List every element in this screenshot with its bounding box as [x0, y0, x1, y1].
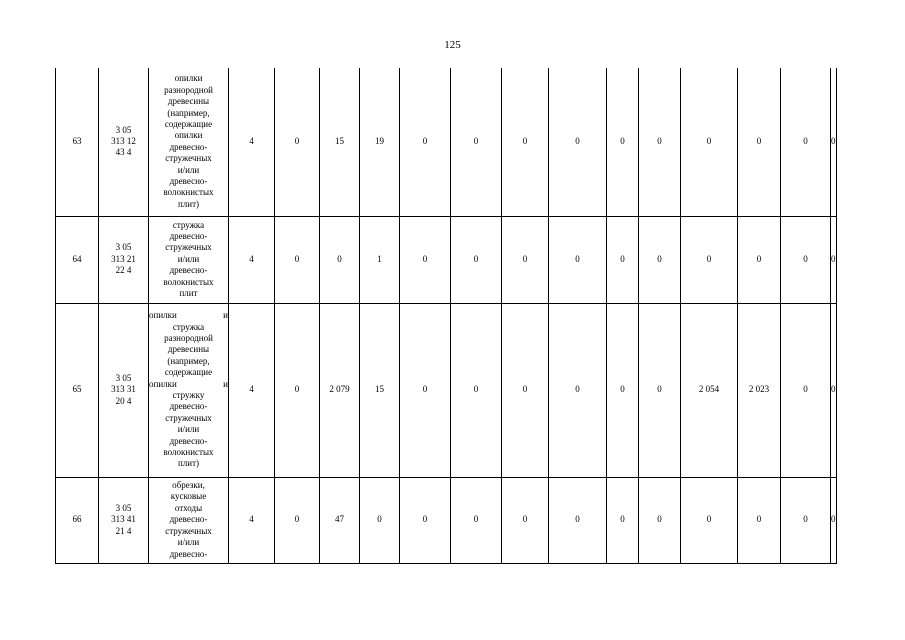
waste-name-line: древесины [167, 96, 210, 107]
waste-code-line: 3 05 [115, 372, 132, 383]
waste-code-cell [99, 477, 149, 563]
waste-code-line: 313 41 [111, 514, 136, 525]
value-cell: 0 [831, 216, 837, 303]
value-cell: 0 [502, 216, 549, 303]
waste-name-line: опилки [174, 130, 203, 141]
waste-name-line: волокнистых [163, 187, 214, 198]
value-cell: 0 [831, 68, 837, 216]
value-cell: 2 079 [320, 303, 360, 477]
waste-name-line: (например, [167, 107, 210, 118]
waste-name-line: стружечных [165, 242, 212, 253]
waste-name-line: стружечных [165, 525, 212, 536]
value-cell: 0 [451, 303, 502, 477]
row-number-cell: 63 [56, 68, 99, 216]
value-cell: 0 [607, 303, 639, 477]
waste-code-line: 313 31 [111, 384, 136, 395]
value-cell: 0 [400, 477, 451, 563]
value-cell: 0 [639, 477, 681, 563]
waste-name-line: волокнистых [163, 447, 214, 458]
waste-code-line: 21 4 [115, 525, 132, 536]
waste-code-cell [99, 68, 149, 216]
value-cell: 1 [360, 216, 400, 303]
waste-code-line: 3 05 [115, 124, 132, 135]
value-cell: 0 [681, 216, 738, 303]
row-number-cell: 64 [56, 216, 99, 303]
waste-name-line: кусковые [170, 491, 207, 502]
waste-name-line: (например, [167, 355, 210, 366]
waste-code-line: 20 4 [115, 395, 132, 406]
value-cell: 2 023 [738, 303, 781, 477]
waste-name-line: содержащие [164, 118, 213, 129]
value-cell: 0 [275, 216, 320, 303]
value-cell: 0 [451, 216, 502, 303]
value-cell: 0 [275, 68, 320, 216]
value-cell: 0 [400, 303, 451, 477]
value-cell: 4 [229, 303, 275, 477]
table-row [56, 303, 837, 477]
value-cell: 19 [360, 68, 400, 216]
value-cell: 0 [607, 68, 639, 216]
waste-name-cell [149, 303, 229, 477]
value-cell: 15 [320, 68, 360, 216]
waste-code-cell [99, 303, 149, 477]
value-cell: 0 [451, 477, 502, 563]
value-cell: 0 [549, 216, 607, 303]
waste-code-line: 313 12 [111, 136, 136, 147]
value-cell: 2 054 [681, 303, 738, 477]
waste-code-line: 3 05 [115, 242, 132, 253]
waste-name-cell [149, 477, 229, 563]
value-cell: 0 [451, 68, 502, 216]
value-cell: 4 [229, 216, 275, 303]
waste-name-line: древесно- [169, 141, 208, 152]
waste-name-line: древесины [167, 344, 210, 355]
value-cell: 0 [275, 477, 320, 563]
waste-name-line: и/или [177, 537, 200, 548]
waste-name-line: стружечных [165, 412, 212, 423]
waste-name-line: стружка [172, 219, 205, 230]
value-cell: 0 [502, 303, 549, 477]
waste-name-line: древесно- [169, 265, 208, 276]
value-cell: 4 [229, 68, 275, 216]
page-number: 125 [444, 39, 461, 51]
value-cell: 0 [502, 477, 549, 563]
table-row [56, 216, 837, 303]
value-cell: 0 [639, 216, 681, 303]
value-cell: 0 [738, 68, 781, 216]
value-cell: 0 [831, 477, 837, 563]
waste-name-line: древесно- [169, 175, 208, 186]
waste-name-line: плит) [177, 458, 200, 469]
value-cell: 0 [738, 216, 781, 303]
waste-name-line: стружку [172, 390, 205, 400]
waste-name-line: опилки и [149, 378, 228, 389]
value-cell: 4 [229, 477, 275, 563]
value-cell: 0 [738, 477, 781, 563]
waste-name-cell [149, 68, 229, 216]
waste-name-line: плит) [177, 198, 200, 209]
waste-name-line: разнородной [164, 84, 213, 95]
value-cell: 0 [607, 477, 639, 563]
table-row [56, 477, 837, 563]
waste-name-line: отходы [174, 502, 203, 513]
waste-name-cell [149, 216, 229, 303]
value-cell: 47 [320, 477, 360, 563]
waste-code-line: 22 4 [115, 265, 132, 276]
waste-name-line: древесно- [169, 230, 208, 241]
waste-name-line: стружка [172, 321, 205, 332]
waste-name-line: волокнистых [163, 276, 214, 287]
waste-name-line: опилки [174, 73, 203, 84]
value-cell: 0 [275, 303, 320, 477]
waste-name-line: и/или [177, 164, 200, 175]
waste-code-line: 3 05 [115, 502, 132, 513]
waste-code-cell [99, 216, 149, 303]
waste-name-line: и/или [177, 253, 200, 264]
value-cell: 0 [681, 477, 738, 563]
value-cell: 15 [360, 303, 400, 477]
value-cell: 0 [549, 477, 607, 563]
value-cell: 0 [781, 216, 831, 303]
value-cell: 0 [549, 68, 607, 216]
value-cell: 0 [781, 477, 831, 563]
value-cell: 0 [607, 216, 639, 303]
value-cell: 0 [502, 68, 549, 216]
waste-name-line: древесно- [169, 435, 208, 446]
value-cell: 0 [639, 303, 681, 477]
value-cell: 0 [639, 68, 681, 216]
table-row [56, 68, 837, 216]
waste-code-line: 43 4 [115, 147, 132, 158]
value-cell: 0 [400, 68, 451, 216]
waste-name-line: опилки и [149, 310, 228, 321]
value-cell: 0 [320, 216, 360, 303]
value-cell: 0 [781, 68, 831, 216]
waste-name-line: древесно- [169, 514, 208, 525]
value-cell: 0 [781, 303, 831, 477]
row-number-cell: 65 [56, 303, 99, 477]
waste-name-line: обрезки, [172, 480, 205, 491]
waste-code-line: 313 21 [111, 253, 136, 264]
value-cell: 0 [831, 303, 837, 477]
value-cell: 0 [400, 216, 451, 303]
waste-name-line: древесно- [169, 548, 208, 559]
waste-name-line: древесно- [169, 401, 208, 412]
row-number-cell: 66 [56, 477, 99, 563]
value-cell: 0 [360, 477, 400, 563]
waste-name-line: плит [179, 288, 198, 299]
waste-name-line: разнородной [164, 332, 213, 343]
waste-name-line: и/или [177, 424, 200, 435]
waste-name-line: стружечных [165, 153, 212, 164]
waste-table [55, 68, 837, 564]
value-cell: 0 [681, 68, 738, 216]
value-cell: 0 [549, 303, 607, 477]
waste-name-line: содержащие [164, 367, 213, 378]
